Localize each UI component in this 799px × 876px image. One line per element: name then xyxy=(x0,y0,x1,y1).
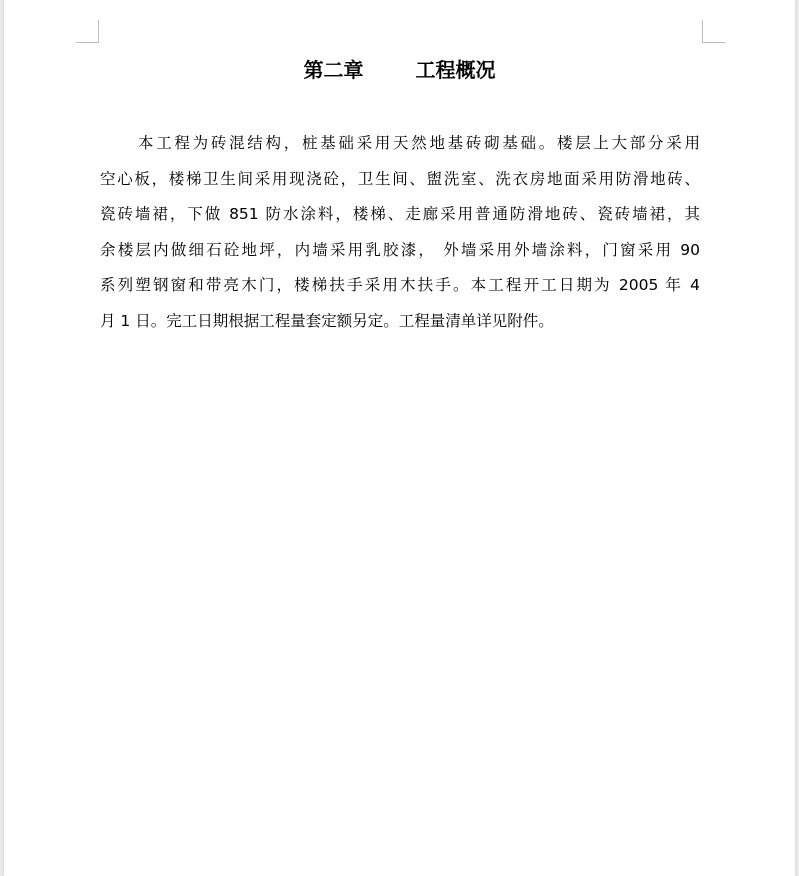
chapter-label: 第二章 xyxy=(303,58,364,82)
paragraph-line: 瓷砖墙裙，下做 851 防水涂料，楼梯、走廊采用普通防滑地砖、瓷砖墙裙，其 xyxy=(100,205,700,224)
document-page xyxy=(4,0,795,876)
paragraph-line: 余楼层内做细石砼地坪，内墙采用乳胶漆， 外墙采用外墙涂料，门窗采用 90 xyxy=(100,240,700,259)
paragraph-line: 系列塑钢窗和带亮木门，楼梯扶手采用木扶手。本工程开工日期为 2005 年 4 xyxy=(100,276,700,295)
paragraph-line: 月 1 日。完工日期根据工程量套定额另定。工程量清单详见附件。 xyxy=(100,311,554,330)
top-right-margin-marker xyxy=(702,20,725,43)
top-left-margin-marker xyxy=(76,20,99,43)
chapter-heading xyxy=(4,54,795,86)
chapter-title: 工程概况 xyxy=(415,58,496,82)
body-paragraph xyxy=(100,126,700,340)
paragraph-line: 本工程为砖混结构，桩基础采用天然地基砖砌基础。楼层上大部分采用 xyxy=(138,134,700,152)
paragraph-line: 空心板，楼梯卫生间采用现浇砼，卫生间、盥洗室、洗衣房地面采用防滑地砖、 xyxy=(100,169,700,188)
